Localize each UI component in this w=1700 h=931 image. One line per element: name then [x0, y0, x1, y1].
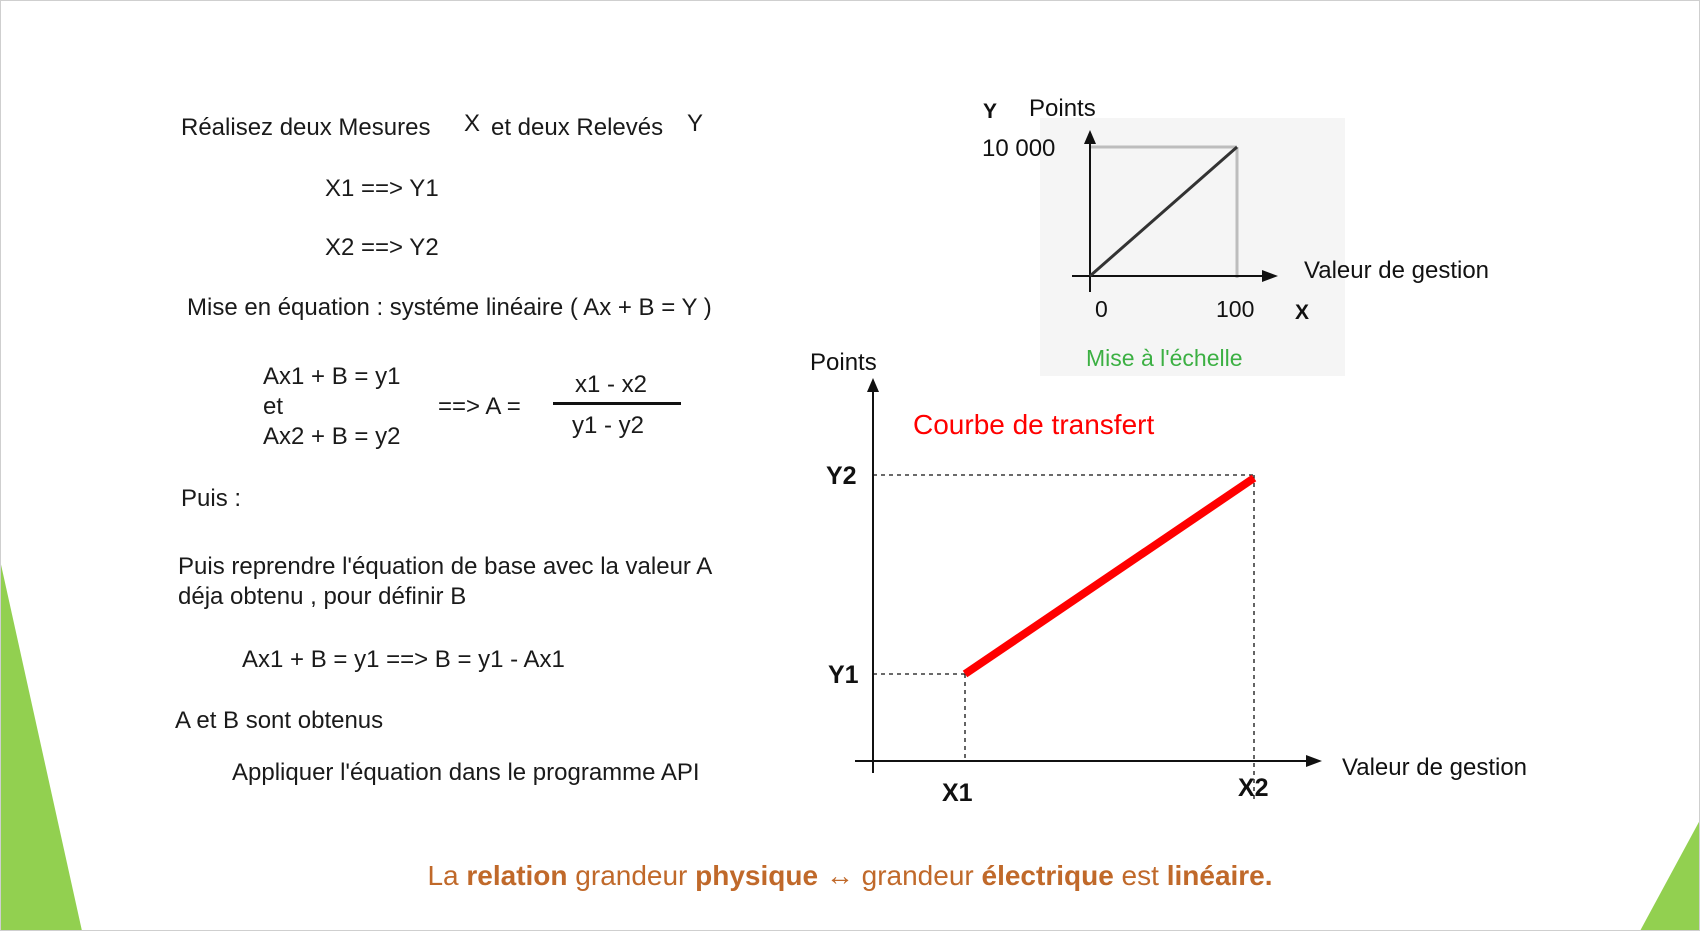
transfer-curve	[965, 478, 1254, 674]
footer-bold-lineaire: linéaire.	[1166, 860, 1273, 891]
footer-bold-physique: physique	[695, 860, 819, 891]
instruction-heading-y: Y	[687, 110, 704, 137]
footer-text-1: La	[427, 860, 467, 891]
footer-text-2: grandeur	[567, 860, 696, 891]
footer-text-4: est	[1113, 860, 1167, 891]
transfer-x-axis-label: Valeur de gestion	[1342, 754, 1528, 781]
scale-y-axis-label: Points	[1029, 95, 1096, 122]
footer-bold-electrique: électrique	[981, 860, 1114, 891]
step-puis: Puis :	[181, 485, 242, 512]
footer-statement	[0, 860, 1700, 892]
tick-x2: X2	[1238, 774, 1269, 802]
footer-bold-relation: relation	[466, 860, 568, 891]
equation-setup: Mise en équation : systéme linéaire ( Ax + B = Y )	[187, 294, 712, 321]
instruction-heading-x: X	[464, 110, 481, 137]
equation-connector: et	[263, 393, 284, 420]
transfer-y-axis-arrow	[867, 378, 879, 392]
scale-x-max-label: 100	[1216, 296, 1255, 322]
footer-text-3: ↔ grandeur	[818, 860, 982, 891]
scale-x-axis-label: Valeur de gestion	[1304, 257, 1490, 284]
step-reprendre-line1: Puis reprendre l'équation de base avec la valeur A	[178, 553, 713, 580]
scale-chart-caption: Mise à l'échelle	[1086, 345, 1243, 371]
fraction-numerator: x1 - x2	[575, 371, 648, 398]
tick-y1: Y1	[828, 661, 859, 689]
scale-y-max-label: 10 000	[982, 135, 1056, 162]
transfer-chart-title: Courbe de transfert	[913, 409, 1155, 440]
apply-equation: Appliquer l'équation dans le programme API	[232, 759, 700, 786]
tick-x1: X1	[942, 779, 973, 807]
step-reprendre-line2: déja obtenu , pour définir B	[178, 583, 467, 610]
equation-1: Ax1 + B = y1	[263, 363, 401, 390]
equation-2: Ax2 + B = y2	[263, 423, 401, 450]
instruction-heading: Réalisez deux Mesures	[181, 114, 431, 141]
equation-b: Ax1 + B = y1 ==> B = y1 - Ax1	[242, 646, 565, 673]
ab-obtained: A et B sont obtenus	[175, 707, 384, 734]
transfer-y-axis-label: Points	[810, 349, 877, 376]
tick-y2: Y2	[826, 462, 857, 490]
scale-x-axis-letter: X	[1295, 301, 1310, 324]
fraction-denominator: y1 - y2	[572, 412, 645, 439]
measure-line-2: X2 ==> Y2	[325, 234, 439, 261]
scale-y-axis-letter: Y	[983, 100, 998, 123]
instruction-heading-b: et deux Relevés	[491, 114, 664, 141]
scale-x-min-label: 0	[1095, 296, 1108, 322]
transfer-x-axis-arrow	[1306, 755, 1322, 767]
result-a-label: ==> A =	[438, 393, 521, 420]
measure-line-1: X1 ==> Y1	[325, 175, 439, 202]
